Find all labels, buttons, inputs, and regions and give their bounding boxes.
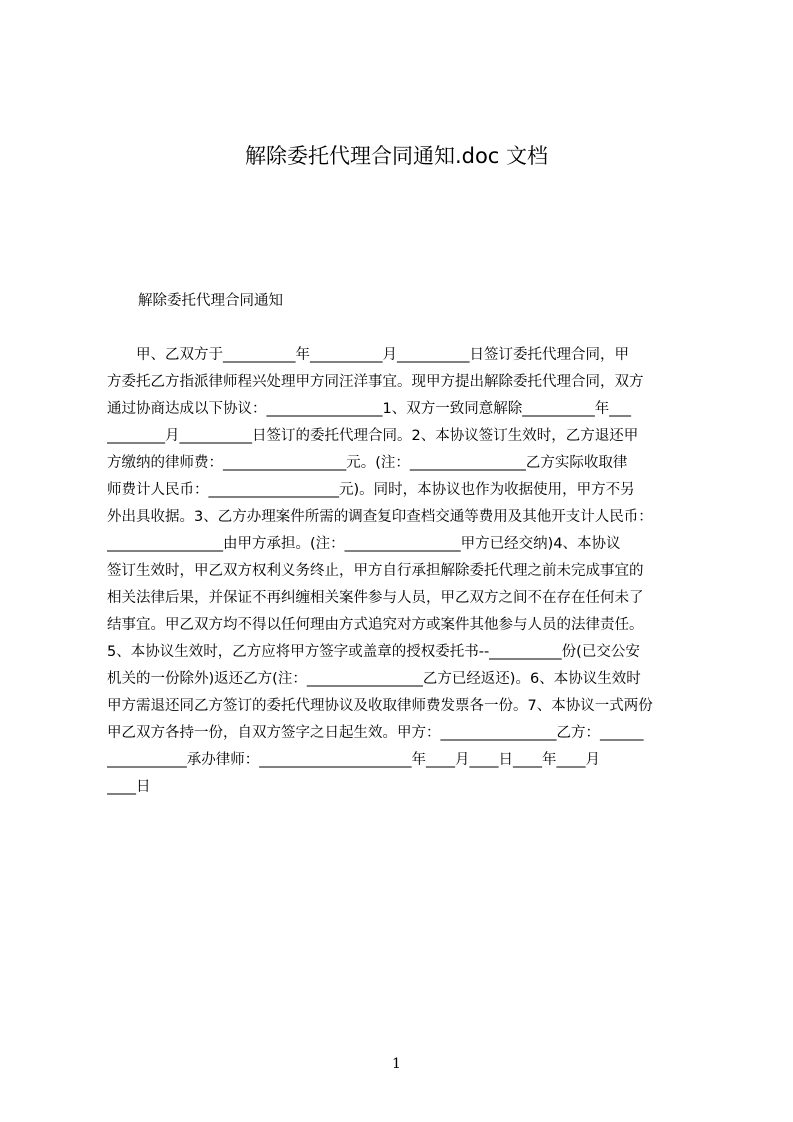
body-line: 甲、乙双方于__________年__________月__________日签订委托代理合同，甲 (107, 347, 629, 363)
body-line: 甲方需退还同乙方签订的委托代理协议及收取律师费发票各一份。7、本协议一式两份 (107, 698, 653, 714)
body-line: ____日 (107, 779, 151, 795)
body-line: ________________由甲方承担。(注：________________甲方已经交纳)4、本协议 (107, 536, 621, 552)
body-line: 方委托乙方指派律师程兴处理甲方同汪洋事宜。现甲方提出解除委托代理合同，双方 (107, 374, 644, 390)
body-line: 师费计人民币：__________________元)。同时，本协议也作为收据使用，甲方不另 (107, 482, 635, 498)
body-line: 通过协商达成以下协议：________________1、双方一致同意解除__________年___ (107, 401, 631, 417)
document-title: 解除委托代理合同通知.doc 文档 (244, 144, 549, 168)
body-line: 结事宜。甲乙双方均不得以任何理由方式追究对方或案件其他参与人员的法律责任。 (107, 617, 644, 633)
body-line: 相关法律后果，并保证不再纠缠相关案件参与人员，甲乙双方之间不在存在任何未了 (107, 590, 644, 606)
body-line: 签订生效时，甲乙双方权利义务终止，甲方自行承担解除委托代理之前未完成事宜的 (107, 563, 644, 579)
body-line: ________月__________日签订的委托代理合同。2、本协议签订生效时，乙方退还甲 (107, 428, 639, 444)
body-line: 外出具收据。3、乙方办理案件所需的调查复印查档交通等费用及其他开支计人民币： (107, 509, 653, 525)
document-body (107, 342, 697, 801)
document-subtitle: 解除委托代理合同通知 (138, 293, 283, 309)
page-number: 1 (392, 1056, 401, 1072)
body-line: 机关的一份除外)返还乙方(注：________________乙方已经返还)。6、本协议生效时 (107, 671, 641, 687)
body-line: 甲乙双方各持一份，自双方签字之日起生效。甲方：________________乙方：______ (107, 725, 644, 741)
body-line: ___________承办律师：_____________________年____月____日____年____月 (107, 752, 600, 768)
body-line: 5、本协议生效时，乙方应将甲方签字或盖章的授权委托书--__________份(已交公安 (107, 644, 640, 660)
body-line: 方缴纳的律师费：_________________元。(注：________________乙方实际收取律 (107, 455, 628, 471)
